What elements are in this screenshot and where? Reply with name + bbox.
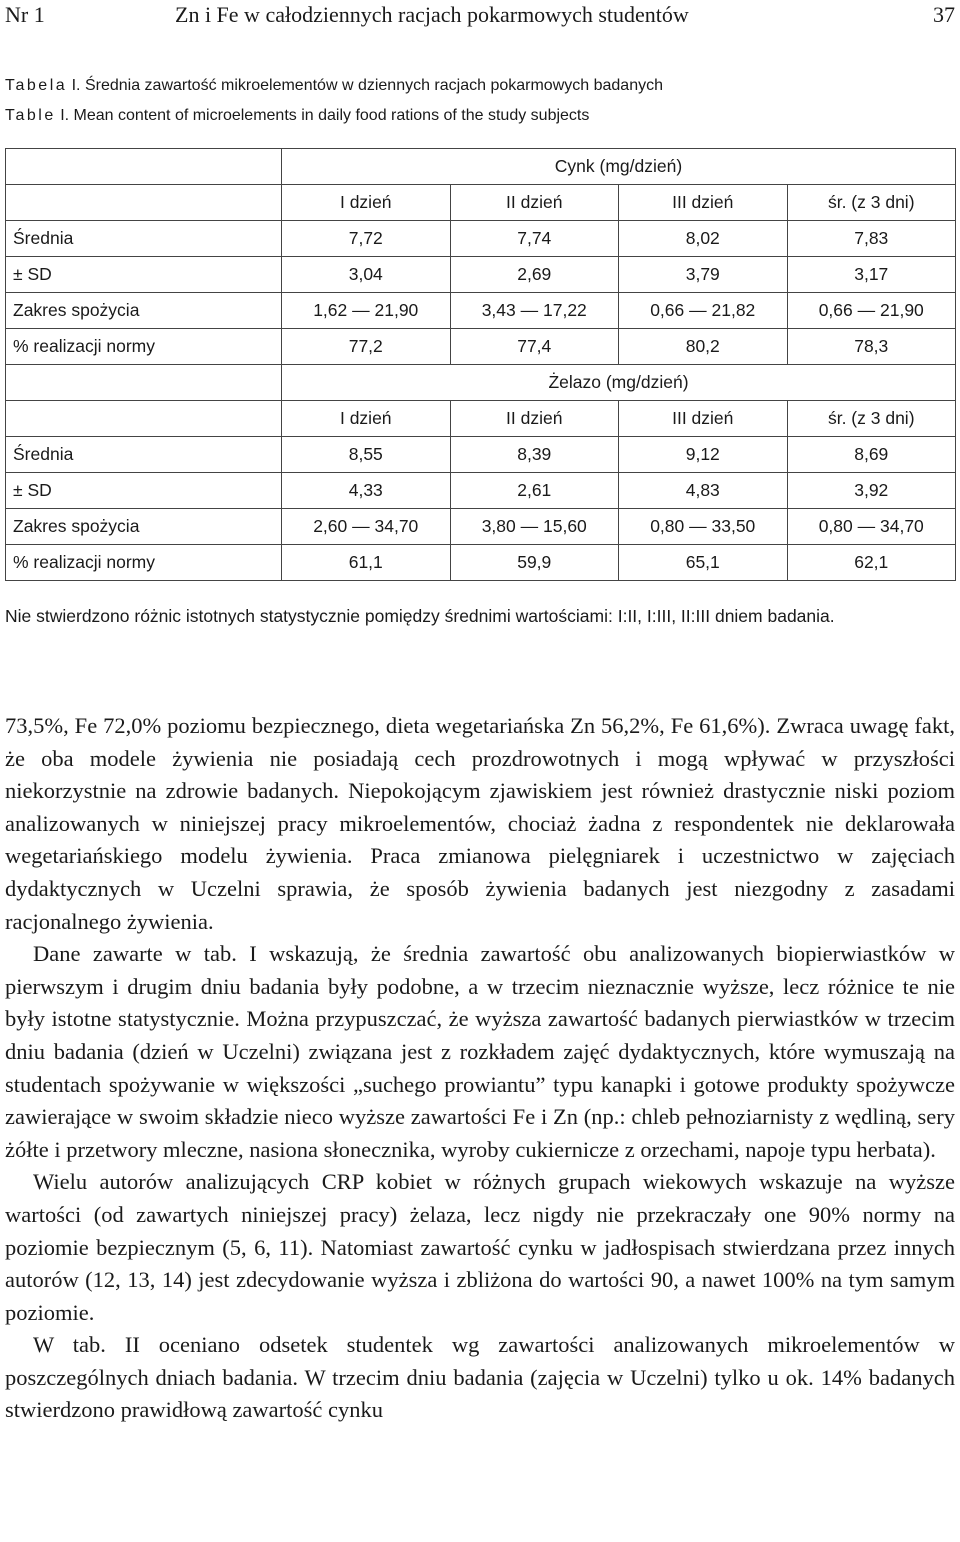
table-cell: 0,66 — 21,90 <box>787 293 956 329</box>
table-cell: 0,66 — 21,82 <box>619 293 788 329</box>
table-cell: 8,55 <box>282 437 451 473</box>
table-cell: 77,4 <box>450 329 619 365</box>
column-header: I dzień <box>282 185 451 221</box>
body-text <box>5 710 955 1427</box>
row-label: Zakres spożycia <box>6 293 282 329</box>
empty-cell <box>6 401 282 437</box>
paragraph: W tab. II oceniano odsetek studentek wg zawartości analizowanych mikroelementów w poszczególnych dniach badania. W trzecim dniu badania (zajęcia w Uczelni) tylko u ok. 14% badanych stwierdzono prawidłową zawartość cynku <box>5 1332 955 1423</box>
table-cell: 8,69 <box>787 437 956 473</box>
row-label: ± SD <box>6 257 282 293</box>
table-cell: 78,3 <box>787 329 956 365</box>
table-cell: 0,80 — 33,50 <box>619 509 788 545</box>
table-cell: 1,62 — 21,90 <box>282 293 451 329</box>
table-cell: 80,2 <box>619 329 788 365</box>
table-cell: 0,80 — 34,70 <box>787 509 956 545</box>
table-row <box>6 473 956 509</box>
table-cell: 59,9 <box>450 545 619 581</box>
table-cell: 3,79 <box>619 257 788 293</box>
table-cell: 65,1 <box>619 545 788 581</box>
table-cell: 77,2 <box>282 329 451 365</box>
column-header-row <box>6 401 956 437</box>
column-header: III dzień <box>619 401 788 437</box>
table-caption-en <box>5 106 589 126</box>
table-caption-label: Tabela <box>5 77 68 94</box>
running-title: Zn i Fe w całodziennych racjach pokarmowych studentów <box>175 2 689 27</box>
table-caption-pl <box>5 76 663 96</box>
table-row <box>6 329 956 365</box>
table-cell: 2,69 <box>450 257 619 293</box>
table-cell: 4,83 <box>619 473 788 509</box>
table-cell: 3,92 <box>787 473 956 509</box>
table-cell: 61,1 <box>282 545 451 581</box>
empty-cell <box>6 365 282 401</box>
table-caption-text: I. Mean content of microelements in daily food rations of the study subjects <box>60 107 590 124</box>
table-caption-label: Table <box>5 107 56 124</box>
column-header: śr. (z 3 dni) <box>787 185 956 221</box>
table-footnote: Nie stwierdzono różnic istotnych statystycznie pomiędzy średnimi wartościami: I:II, I:III, II:III dniem badania. <box>5 606 835 626</box>
paragraph: 73,5%, Fe 72,0% poziomu bezpiecznego, dieta wegetariańska Zn 56,2%, Fe 61,6%). Zwraca uwagę fakt, że oba modele żywienia nie posiadają cech prozdrowotnych i mogą wpływać w przyszłości niekorzystnie na zdrowie badanych. Niepokojącym zjawiskiem jest również drastycznie niski poziom analizowanych w niniejszej pracy mikroelementów, chociaż żadna z respondentek nie deklarowała wegetariańskiego modelu żywienia. Praca zmianowa pielęgniarek i uczestnictwo w zajęciach dydaktycznych w Uczelni sprawia, że sposób żywienia badanych jest niezgodny z zasadami racjonalnego żywienia. <box>5 713 955 934</box>
empty-cell <box>6 149 282 185</box>
paragraph: Dane zawarte w tab. I wskazują, że średnia zawartość obu analizowanych biopierwiastków w pierwszym i drugim dniu badania były podobne, a w trzecim nieznacznie wyższe, lecz różnice te nie były istotne statystycznie. Można przypuszczać, że wyższa zawartość badanych pierwiastków w trzecim dniu badania (dzień w Uczelni) związana jest z rozkładem zajęć dydaktycznych, które wymuszają na studentach spożywanie w większości „suchego prowiantu” typu kanapki i gotowe produkty spożywcze zawierające w swoim składzie nieco wyższe zawartości Fe i Zn (np.: chleb pełnoziarnisty z wędliną, sery żółte i przetwory mleczne, nasiona słonecznika, wyroby cukiernicze z orzechami, napoje typu herbata). <box>5 941 955 1162</box>
table-row <box>6 545 956 581</box>
table-cell: 7,83 <box>787 221 956 257</box>
table-cell: 7,72 <box>282 221 451 257</box>
group-title: Żelazo (mg/dzień) <box>282 365 956 401</box>
column-header: śr. (z 3 dni) <box>787 401 956 437</box>
column-header: II dzień <box>450 185 619 221</box>
table-cell: 62,1 <box>787 545 956 581</box>
empty-cell <box>6 185 282 221</box>
table-row <box>6 257 956 293</box>
row-label: Średnia <box>6 221 282 257</box>
table-caption-text: I. Średnia zawartość mikroelementów w dziennych racjach pokarmowych badanych <box>71 77 663 94</box>
table-cell: 8,02 <box>619 221 788 257</box>
row-label: % realizacji normy <box>6 329 282 365</box>
table-row <box>6 437 956 473</box>
column-header: III dzień <box>619 185 788 221</box>
running-header <box>5 0 955 34</box>
group-header-row <box>6 149 956 185</box>
table-row <box>6 221 956 257</box>
table-cell: 2,60 — 34,70 <box>282 509 451 545</box>
journal-issue: Nr 1 <box>5 2 45 27</box>
table-cell: 2,61 <box>450 473 619 509</box>
table-cell: 3,43 — 17,22 <box>450 293 619 329</box>
table-cell: 3,17 <box>787 257 956 293</box>
paragraph: Wielu autorów analizujących CRP kobiet w różnych grupach wiekowych wskazuje na wyższe wartości (od zawartych niniejszej pracy) żelaza, lecz nigdy nie przekraczały one 90% normy na poziomie bezpiecznym (5, 6, 11). Natomiast zawartość cynku w jadłospisach stwierdzana przez innych autorów (12, 13, 14) jest zdecydowanie wyższa i zbliżona do wartości 90, a nawet 100% na tym samym poziomie. <box>5 1169 955 1325</box>
page-number: 37 <box>933 2 955 27</box>
table-cell: 3,80 — 15,60 <box>450 509 619 545</box>
column-header: II dzień <box>450 401 619 437</box>
row-label: % realizacji normy <box>6 545 282 581</box>
table-row <box>6 509 956 545</box>
table-cell: 4,33 <box>282 473 451 509</box>
column-header: I dzień <box>282 401 451 437</box>
group-header-row <box>6 365 956 401</box>
table-row <box>6 293 956 329</box>
table-cell: 7,74 <box>450 221 619 257</box>
row-label: Średnia <box>6 437 282 473</box>
row-label: ± SD <box>6 473 282 509</box>
table-cell: 9,12 <box>619 437 788 473</box>
table-cell: 3,04 <box>282 257 451 293</box>
row-label: Zakres spożycia <box>6 509 282 545</box>
group-title: Cynk (mg/dzień) <box>282 149 956 185</box>
table-cell: 8,39 <box>450 437 619 473</box>
column-header-row <box>6 185 956 221</box>
microelements-table <box>5 148 956 581</box>
